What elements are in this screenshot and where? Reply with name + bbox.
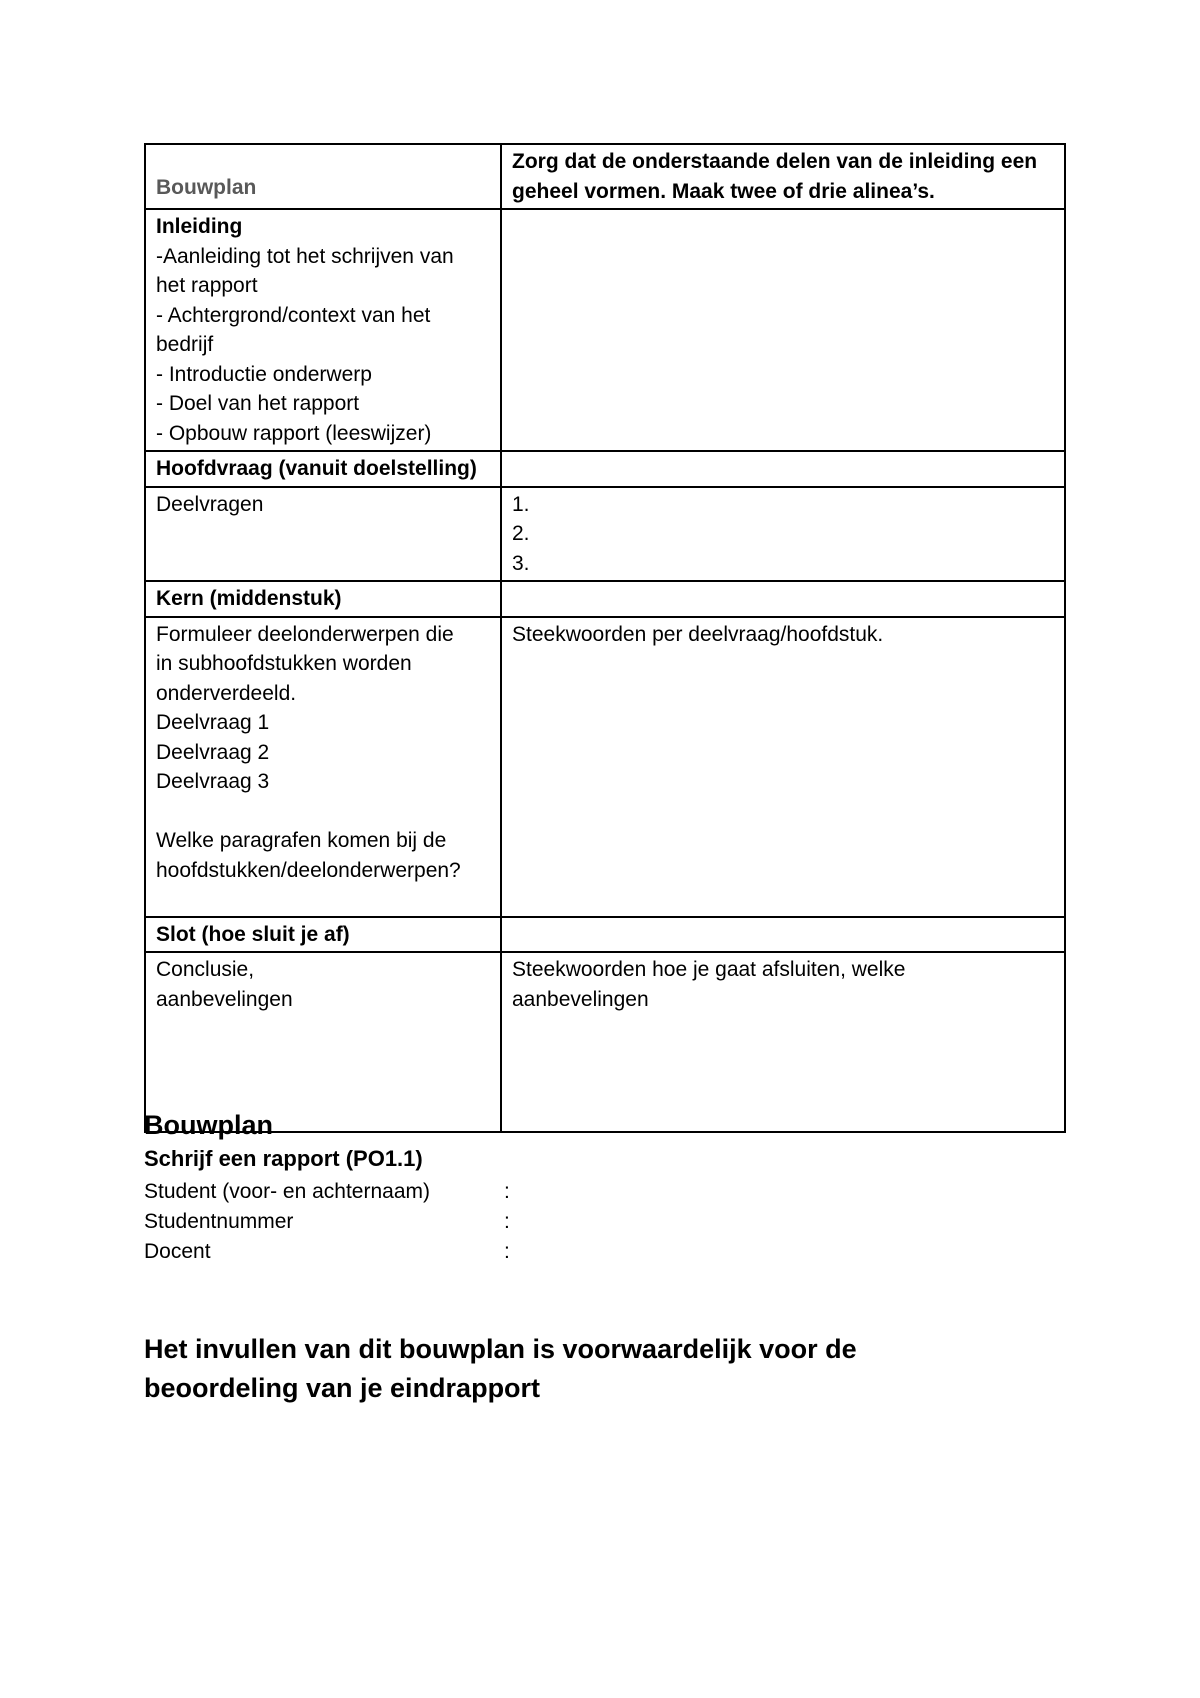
header-instruction-line: Zorg dat de onderstaande delen van de inleiding een: [512, 150, 1038, 173]
field-label: Student (voor- en achternaam): [144, 1180, 430, 1203]
kern-line: in subhoofdstukken worden: [156, 652, 412, 675]
inleiding-answer-cell[interactable]: [501, 209, 1065, 451]
table-row: [145, 487, 1065, 582]
deelvragen-label: Deelvragen: [145, 487, 501, 582]
table-row: [145, 917, 1065, 953]
field-student-name[interactable]: [144, 1177, 1064, 1207]
slot-answer-cell[interactable]: [501, 917, 1065, 953]
inleiding-line: - Introductie onderwerp: [156, 362, 372, 386]
deelvraag-item: 3.: [512, 551, 530, 575]
kern-line: Formuleer deelonderwerpen die: [156, 622, 454, 646]
inleiding-line: bedrijf: [156, 333, 214, 356]
hoofdvraag-answer-cell[interactable]: [501, 451, 1065, 487]
field-colon: :: [504, 1210, 510, 1233]
inleiding-title: Inleiding: [156, 215, 243, 238]
field-colon: :: [504, 1180, 510, 1203]
deelvraag-item: 1.: [512, 492, 530, 516]
bouwplan-table: [144, 143, 1066, 1133]
slot-label: Slot (hoe sluit je af): [145, 917, 501, 953]
kern-line: Deelvraag 3: [156, 770, 270, 793]
header-instruction-line: geheel vormen. Maak twee of drie alinea’s.: [512, 179, 935, 203]
slot-body-cell: [145, 952, 501, 1132]
slot-keywords-hint: Steekwoorden hoe je gaat afsluiten, welke: [512, 958, 906, 981]
inleiding-line: - Achtergrond/context van het: [156, 303, 431, 327]
hoofdvraag-label: Hoofdvraag (vanuit doelstelling): [145, 451, 501, 487]
deelvragen-answer-cell[interactable]: [501, 487, 1065, 582]
slot-keywords-hint: aanbevelingen: [512, 987, 649, 1011]
kern-spacer: [156, 797, 490, 827]
deelvraag-item: 2.: [512, 522, 530, 545]
inleiding-cell: [145, 209, 501, 451]
kern-line: Deelvraag 2: [156, 740, 270, 764]
table-row: [145, 581, 1065, 617]
inleiding-line: het rapport: [156, 274, 258, 297]
inleiding-line: - Doel van het rapport: [156, 392, 360, 415]
field-student-number[interactable]: [144, 1207, 1064, 1237]
kern-answer-cell[interactable]: [501, 581, 1065, 617]
field-docent[interactable]: [144, 1237, 1064, 1267]
slot-line: Conclusie,: [156, 958, 255, 981]
field-label: Studentnummer: [144, 1210, 294, 1233]
table-row: [145, 451, 1065, 487]
table-row: [145, 617, 1065, 917]
inleiding-line: -Aanleiding tot het schrijven van: [156, 244, 454, 268]
kern-keywords-hint: Steekwoorden per deelvraag/hoofdstuk.: [512, 622, 884, 646]
table-row: [145, 144, 1065, 209]
document-subtitle: Schrijf een rapport (PO1.1): [144, 1146, 423, 1171]
requirement-note-line: Het invullen van dit bouwplan is voorwaardelijk voor de: [144, 1334, 857, 1364]
slot-keywords-cell[interactable]: [501, 952, 1065, 1132]
kern-body-cell: [145, 617, 501, 917]
slot-line: aanbevelingen: [156, 987, 293, 1011]
kern-line: Welke paragrafen komen bij de: [156, 829, 447, 852]
inleiding-line: - Opbouw rapport (leeswijzer): [156, 421, 432, 445]
requirement-note-line: beoordeling van je eindrapport: [144, 1373, 541, 1403]
kern-label: Kern (middenstuk): [145, 581, 501, 617]
kern-keywords-cell[interactable]: [501, 617, 1065, 917]
table-row: [145, 209, 1065, 451]
requirement-note: [144, 1330, 1004, 1408]
table-row: [145, 952, 1065, 1132]
document-title: Bouwplan: [144, 1110, 273, 1140]
student-info-block: [144, 1107, 1064, 1267]
header-bouwplan: Bouwplan: [145, 144, 501, 209]
kern-line: onderverdeeld.: [156, 681, 297, 705]
header-instruction: [501, 144, 1065, 209]
field-label: Docent: [144, 1240, 211, 1263]
kern-line: hoofdstukken/deelonderwerpen?: [156, 858, 461, 882]
field-colon: :: [504, 1240, 510, 1263]
kern-line: Deelvraag 1: [156, 711, 270, 734]
